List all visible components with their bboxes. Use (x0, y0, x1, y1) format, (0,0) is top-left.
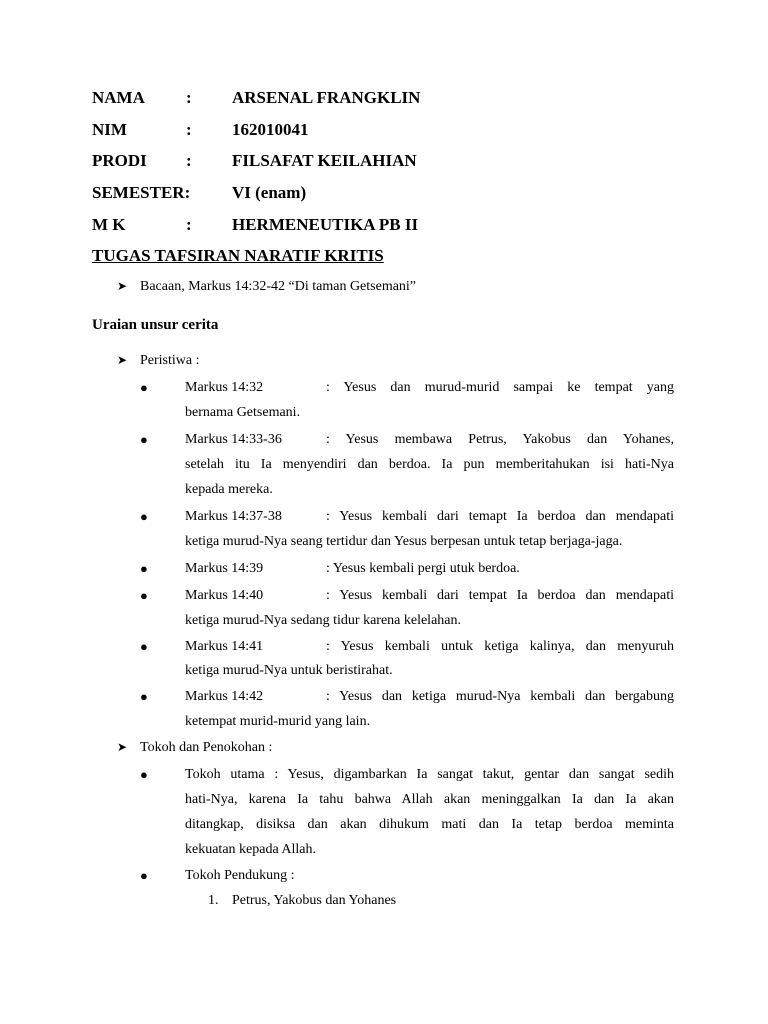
event-ref: Markus 14:42 (185, 689, 264, 704)
dot-bullet-icon: ● (140, 689, 148, 704)
dot-bullet-icon: ● (140, 868, 148, 883)
dot-bullet-icon: ● (140, 380, 148, 395)
event-ref: Markus 14:39 (185, 561, 264, 576)
name-colon: : (186, 88, 192, 107)
name-label: NAMA (92, 88, 145, 107)
dot-bullet-icon: ● (140, 509, 148, 524)
prodi-label: PRODI (92, 151, 147, 170)
event-desc-line: ketempat murid-murid yang lain. (185, 714, 371, 729)
arrow-bullet-icon: ➤ (117, 279, 128, 293)
nim-value: 162010041 (232, 120, 309, 139)
prodi-value: FILSAFAT KEILAHIAN (232, 151, 417, 170)
event-ref: Markus 14:33-36 (185, 432, 282, 447)
event-ref: Markus 14:41 (185, 639, 264, 654)
event-desc-line: : Yesus kembali untuk ketiga kalinya, dan menyuruh (326, 639, 674, 654)
event-desc-line: : Yesus membawa Petrus, Yakobus dan Yohanes, (326, 432, 674, 447)
dot-bullet-icon: ● (140, 432, 148, 447)
event-desc-line: ketiga murud-Nya seang tertidur dan Yesus berpesan untuk tetap berjaga-jaga. (185, 534, 623, 549)
main-character-line: Tokoh utama : Yesus, digambarkan Ia sangat takut, gentar dan sangat sedih (185, 767, 674, 782)
arrow-bullet-icon: ➤ (117, 353, 128, 367)
mk-label: M K (92, 215, 126, 234)
arrow-bullet-icon: ➤ (117, 740, 128, 754)
page-title: TUGAS TAFSIRAN NARATIF KRITIS (92, 246, 384, 265)
event-desc-line: kepada mereka. (185, 482, 273, 497)
event-ref: Markus 14:32 (185, 380, 264, 395)
event-desc-line: setelah itu Ia menyendiri dan berdoa. Ia pun memberitahukan isi hati-Nya (185, 457, 674, 472)
dot-bullet-icon: ● (140, 767, 148, 782)
name-value: ARSENAL FRANGKLIN (232, 88, 421, 107)
supporting-characters-label: Tokoh Pendukung : (185, 868, 295, 883)
event-desc-line: : Yesus dan ketiga murud-Nya kembali dan bergabung (326, 689, 674, 704)
prodi-colon: : (186, 151, 192, 170)
event-desc-line: : Yesus kembali dari temapt Ia berdoa dan mendapati (326, 509, 674, 524)
events-heading: Peristiwa : (140, 353, 200, 368)
item-number: 1. (208, 893, 219, 908)
characters-heading: Tokoh dan Penokohan : (140, 740, 273, 755)
event-desc-line: ketiga murud-Nya sedang tidur karena kelelahan. (185, 613, 462, 628)
semester-value: VI (enam) (232, 183, 307, 202)
event-desc-line: ketiga murud-Nya untuk beristirahat. (185, 663, 393, 678)
item-text: Petrus, Yakobus dan Yohanes (232, 893, 397, 908)
mk-colon: : (186, 215, 192, 234)
dot-bullet-icon: ● (140, 639, 148, 654)
event-ref: Markus 14:40 (185, 588, 264, 603)
reading-reference: Bacaan, Markus 14:32-42 “Di taman Getsemani” (140, 279, 417, 294)
event-desc-line: : Yesus dan murud-murid sampai ke tempat yang (326, 380, 674, 395)
event-desc-line: bernama Getsemani. (185, 405, 301, 420)
dot-bullet-icon: ● (140, 561, 148, 576)
nim-colon: : (186, 120, 192, 139)
main-character-line: ditangkap, disiksa dan akan dihukum mati dan Ia tetap berdoa meminta (185, 817, 674, 832)
dot-bullet-icon: ● (140, 588, 148, 603)
main-character-line: kekuatan kepada Allah. (185, 842, 317, 857)
nim-label: NIM (92, 120, 127, 139)
event-ref: Markus 14:37-38 (185, 509, 282, 524)
event-desc-line: : Yesus kembali pergi utuk berdoa. (326, 561, 520, 576)
section-heading: Uraian unsur cerita (92, 317, 219, 333)
mk-value: HERMENEUTIKA PB II (232, 215, 419, 234)
event-desc-line: : Yesus kembali dari tempat Ia berdoa dan mendapati (326, 588, 674, 603)
semester-label: SEMESTER: (92, 183, 191, 202)
main-character-line: hati-Nya, karena Ia tahu bahwa Allah akan meninggalkan Ia dan Ia akan (185, 792, 674, 807)
